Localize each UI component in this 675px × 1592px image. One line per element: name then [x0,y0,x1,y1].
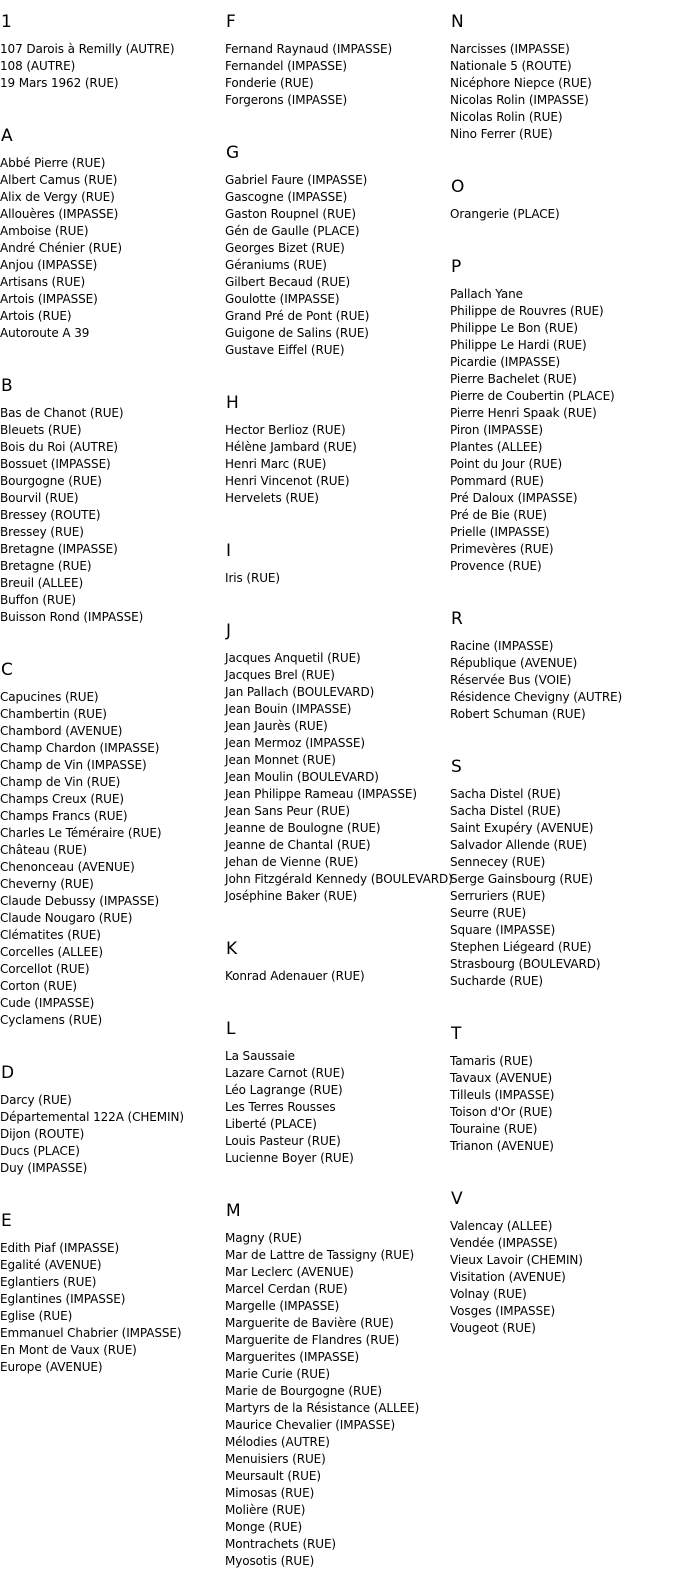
street-entry: Hector Berlioz (RUE) [225,423,346,437]
street-entry: Marcel Cerdan (RUE) [225,1282,348,1296]
street-entry: 107 Darois à Remilly (AUTRE) [0,42,175,56]
street-entry: Jean Monnet (RUE) [225,753,336,767]
street-entry: Nicolas Rolin (RUE) [450,110,563,124]
street-entry: Tamaris (RUE) [450,1054,533,1068]
street-entry: Cheverny (RUE) [0,877,94,891]
street-entry: Gascogne (IMPASSE) [225,190,348,204]
street-entry: Point du Jour (RUE) [450,457,563,471]
section-letter-heading: T [451,1024,462,1044]
street-entry: Lazare Carnot (RUE) [225,1066,345,1080]
street-entry: Sacha Distel (RUE) [450,787,561,801]
section-letter-heading: I [226,541,232,561]
letter-section [0,1210,224,1398]
street-entry: Bois du Roi (AUTRE) [0,440,119,454]
street-entry: Marguerite de Bavière (RUE) [225,1316,394,1330]
section-letter-heading: O [451,177,465,197]
street-entry: Joséphine Baker (RUE) [225,889,358,903]
street-entry: Toison d'Or (RUE) [450,1105,553,1119]
street-entry: Pré Daloux (IMPASSE) [450,491,578,505]
street-entry: Plantes (ALLEE) [450,440,543,454]
street-list [450,1053,674,1155]
letter-section [225,1018,449,1189]
letter-section [225,11,449,131]
street-list [450,206,674,223]
street-entry: Chambord (AVENUE) [0,724,123,738]
street-entry: Corton (RUE) [0,979,77,993]
section-letter-heading: K [226,939,238,959]
street-entry: Capucines (RUE) [0,690,99,704]
street-entry: Forgerons (IMPASSE) [225,93,348,107]
street-entry: Bas de Chanot (RUE) [0,406,124,420]
street-entry: Trianon (AVENUE) [450,1139,554,1153]
street-entry: Breuil (ALLEE) [0,576,84,590]
street-entry: Emmanuel Chabrier (IMPASSE) [0,1326,182,1340]
street-entry: Gilbert Becaud (RUE) [225,275,351,289]
letter-section [225,938,449,1007]
street-list [0,1092,224,1177]
street-entry: Claude Debussy (IMPASSE) [0,894,160,908]
street-entry: Gustave Eiffel (RUE) [225,343,345,357]
street-list [0,1240,224,1376]
letter-section [0,11,224,114]
street-entry: Bressey (ROUTE) [0,508,101,522]
street-entry: Jean Jaurès (RUE) [225,719,328,733]
section-letter-heading: E [1,1211,12,1231]
street-entry: Albert Camus (RUE) [0,173,118,187]
street-entry: Géraniums (RUE) [225,258,327,272]
street-entry: Jean Sans Peur (RUE) [225,804,350,818]
street-list [450,41,674,143]
street-entry: En Mont de Vaux (RUE) [0,1343,137,1357]
street-entry: Cude (IMPASSE) [0,996,95,1010]
street-entry: Champs Francs (RUE) [0,809,128,823]
street-entry: Stephen Liégeard (RUE) [450,940,592,954]
street-entry: Tavaux (AVENUE) [450,1071,553,1085]
street-entry: Gén de Gaulle (PLACE) [225,224,360,238]
street-entry: Abbé Pierre (RUE) [0,156,106,170]
street-entry: Jan Pallach (BOULEVARD) [225,685,375,699]
street-entry: Pierre de Coubertin (PLACE) [450,389,615,403]
street-entry: République (AVENUE) [450,656,578,670]
street-entry: Darcy (RUE) [0,1093,72,1107]
street-entry: Jean Bouin (IMPASSE) [225,702,352,716]
street-entry: Nicolas Rolin (IMPASSE) [450,93,589,107]
street-entry: Iris (RUE) [225,571,280,585]
street-entry: Sucharde (RUE) [450,974,543,988]
street-list [0,689,224,1029]
street-entry: Philippe Le Hardi (RUE) [450,338,587,352]
street-entry: Maurice Chevalier (IMPASSE) [225,1418,396,1432]
street-entry: Vieux Lavoir (CHEMIN) [450,1253,583,1267]
street-entry: Monge (RUE) [225,1520,303,1534]
letter-section [450,176,674,245]
index-column-2 [225,0,453,1592]
street-entry: Egalité (AVENUE) [0,1258,102,1272]
street-list [225,172,449,359]
street-entry: Lucienne Boyer (RUE) [225,1151,354,1165]
street-list [450,286,674,575]
street-entry: Konrad Adenauer (RUE) [225,969,365,983]
section-letter-heading: G [226,143,240,163]
street-entry: Artois (RUE) [0,309,72,323]
street-entry: Pierre Bachelet (RUE) [450,372,577,386]
street-entry: Bourgogne (RUE) [0,474,102,488]
street-entry: Fernand Raynaud (IMPASSE) [225,42,393,56]
street-entry: Sennecey (RUE) [450,855,546,869]
street-entry: Georges Bizet (RUE) [225,241,345,255]
street-entry: Henri Marc (RUE) [225,457,327,471]
street-entry: Corcelles (ALLEE) [0,945,103,959]
letter-section [225,392,449,529]
street-entry: Magny (RUE) [225,1231,302,1245]
street-entry: Margelle (IMPASSE) [225,1299,340,1313]
street-entry: Champ de Vin (RUE) [0,775,121,789]
street-entry: Hélène Jambard (RUE) [225,440,357,454]
street-entry: Fernandel (IMPASSE) [225,59,347,73]
street-entry: Liberté (PLACE) [225,1117,317,1131]
street-entry: Jacques Brel (RUE) [225,668,335,682]
street-entry: Bretagne (RUE) [0,559,92,573]
street-entry: Bossuet (IMPASSE) [0,457,111,471]
street-list [225,650,453,905]
section-letter-heading: 1 [1,12,12,32]
letter-section [0,659,224,1051]
street-entry: Saint Exupéry (AVENUE) [450,821,594,835]
street-entry: Racine (IMPASSE) [450,639,554,653]
section-letter-heading: L [226,1019,236,1039]
street-entry: Piron (IMPASSE) [450,423,543,437]
street-entry: Pallach Yane [450,287,523,301]
letter-section [225,620,453,927]
street-entry: Anjou (IMPASSE) [0,258,98,272]
street-entry: Nino Ferrer (RUE) [450,127,553,141]
street-entry: Buffon (RUE) [0,593,76,607]
street-entry: Tilleuls (IMPASSE) [450,1088,555,1102]
street-entry: Touraine (RUE) [450,1122,538,1136]
street-entry: Mimosas (RUE) [225,1486,315,1500]
section-letter-heading: M [226,1201,241,1221]
street-entry: Martyrs de la Résistance (ALLEE) [225,1401,420,1415]
street-entry: Robert Schuman (RUE) [450,707,586,721]
street-entry: Molière (RUE) [225,1503,306,1517]
index-column-1 [0,0,224,1398]
street-entry: Bressey (RUE) [0,525,84,539]
street-entry: Buisson Rond (IMPASSE) [0,610,144,624]
section-letter-heading: B [1,376,13,396]
street-entry: Pierre Henri Spaak (RUE) [450,406,597,420]
street-list [0,405,224,626]
letter-section [450,756,674,1012]
street-list [0,41,224,92]
letter-section [450,11,674,165]
street-entry: Autoroute A 39 [0,326,90,340]
street-entry: Corcellot (RUE) [0,962,90,976]
street-entry: Chenonceau (AVENUE) [0,860,135,874]
street-entry: Picardie (IMPASSE) [450,355,561,369]
street-list [0,155,224,342]
street-entry: Europe (AVENUE) [0,1360,103,1374]
street-entry: Gabriel Faure (IMPASSE) [225,173,368,187]
street-entry: Marguerites (IMPASSE) [225,1350,360,1364]
letter-section [0,125,224,364]
street-entry: Eglantiers (RUE) [0,1275,97,1289]
letter-section [450,256,674,597]
section-letter-heading: R [451,609,463,629]
street-entry: Salvador Allende (RUE) [450,838,588,852]
index-column-3 [450,0,674,1359]
section-letter-heading: A [1,126,13,146]
street-list [225,41,449,109]
street-entry: Mar de Lattre de Tassigny (RUE) [225,1248,415,1262]
street-entry: Orangerie (PLACE) [450,207,560,221]
street-entry: Serruriers (RUE) [450,889,546,903]
street-entry: 19 Mars 1962 (RUE) [0,76,119,90]
street-entry: Volnay (RUE) [450,1287,527,1301]
street-entry: Menuisiers (RUE) [225,1452,326,1466]
letter-section [225,1200,449,1592]
street-entry: Artisans (RUE) [0,275,86,289]
street-entry: Château (RUE) [0,843,87,857]
street-entry: Bleuets (RUE) [0,423,82,437]
letter-section [0,1062,224,1199]
street-entry: Ducs (PLACE) [0,1144,80,1158]
street-list [225,968,449,985]
letter-section [450,1023,674,1177]
street-entry: Square (IMPASSE) [450,923,556,937]
street-entry: Eglantines (IMPASSE) [0,1292,126,1306]
street-entry: Jean Philippe Rameau (IMPASSE) [225,787,417,801]
street-entry: Jacques Anquetil (RUE) [225,651,361,665]
street-entry: Réservée Bus (VOIE) [450,673,572,687]
street-entry: Bourvil (RUE) [0,491,79,505]
street-entry: Charles Le Téméraire (RUE) [0,826,162,840]
street-entry: Sacha Distel (RUE) [450,804,561,818]
street-entry: Vougeot (RUE) [450,1321,536,1335]
street-entry: Primevères (RUE) [450,542,554,556]
street-entry: Valencay (ALLEE) [450,1219,553,1233]
street-entry: Cyclamens (RUE) [0,1013,103,1027]
street-entry: Vendée (IMPASSE) [450,1236,558,1250]
street-entry: Grand Pré de Pont (RUE) [225,309,370,323]
street-entry: Philippe de Rouvres (RUE) [450,304,604,318]
street-entry: Jeanne de Boulogne (RUE) [225,821,381,835]
street-entry: Mélodies (AUTRE) [225,1435,330,1449]
street-entry: Départemental 122A (CHEMIN) [0,1110,184,1124]
street-entry: Champs Creux (RUE) [0,792,124,806]
letter-section [225,540,449,609]
section-letter-heading: S [451,757,462,777]
street-entry: Louis Pasteur (RUE) [225,1134,341,1148]
street-entry: Artois (IMPASSE) [0,292,98,306]
street-entry: Hervelets (RUE) [225,491,319,505]
street-entry: Pré de Bie (RUE) [450,508,547,522]
section-letter-heading: D [1,1063,15,1083]
section-letter-heading: H [226,393,239,413]
street-entry: Nicéphore Niepce (RUE) [450,76,592,90]
street-entry: Les Terres Rousses [225,1100,336,1114]
street-entry: Eglise (RUE) [0,1309,73,1323]
street-list [450,786,674,990]
street-entry: André Chénier (RUE) [0,241,122,255]
letter-section [0,375,224,648]
street-entry: Marie de Bourgogne (RUE) [225,1384,382,1398]
street-entry: Strasbourg (BOULEVARD) [450,957,601,971]
street-entry: 108 (AUTRE) [0,59,76,73]
street-list [225,1048,449,1167]
street-list [450,1218,674,1337]
section-letter-heading: J [226,621,232,641]
street-entry: Meursault (RUE) [225,1469,321,1483]
street-entry: Allouères (IMPASSE) [0,207,119,221]
street-entry: Bretagne (IMPASSE) [0,542,118,556]
street-entry: John Fitzgérald Kennedy (BOULEVARD) [225,872,453,886]
section-letter-heading: F [226,12,236,32]
street-entry: Serge Gainsbourg (RUE) [450,872,593,886]
street-entry: Dijon (ROUTE) [0,1127,85,1141]
street-entry: Goulotte (IMPASSE) [225,292,340,306]
street-list [450,638,674,723]
street-entry: Montrachets (RUE) [225,1537,337,1551]
letter-section [225,142,449,381]
street-entry: Philippe Le Bon (RUE) [450,321,578,335]
street-list [225,570,449,587]
street-entry: Visitation (AVENUE) [450,1270,566,1284]
street-entry: Jeanne de Chantal (RUE) [225,838,371,852]
section-letter-heading: C [1,660,13,680]
section-letter-heading: P [451,257,462,277]
street-entry: Prielle (IMPASSE) [450,525,550,539]
street-list [225,422,449,507]
street-entry: Léo Lagrange (RUE) [225,1083,343,1097]
street-entry: Provence (RUE) [450,559,542,573]
street-entry: Duy (IMPASSE) [0,1161,88,1175]
letter-section [450,608,674,745]
street-entry: Fonderie (RUE) [225,76,314,90]
street-entry: Jehan de Vienne (RUE) [225,855,359,869]
street-entry: Alix de Vergy (RUE) [0,190,115,204]
street-entry: Nationale 5 (ROUTE) [450,59,572,73]
street-entry: Pommard (RUE) [450,474,544,488]
street-entry: Seurre (RUE) [450,906,527,920]
street-entry: Marie Curie (RUE) [225,1367,330,1381]
section-letter-heading: V [451,1189,463,1209]
street-entry: Gaston Roupnel (RUE) [225,207,356,221]
street-entry: Henri Vincenot (RUE) [225,474,350,488]
section-letter-heading: N [451,12,464,32]
letter-section [450,1188,674,1359]
street-entry: Résidence Chevigny (AUTRE) [450,690,623,704]
street-entry: Clématites (RUE) [0,928,101,942]
street-entry: Champ de Vin (IMPASSE) [0,758,147,772]
street-entry: Vosges (IMPASSE) [450,1304,556,1318]
street-entry: Mar Leclerc (AVENUE) [225,1265,354,1279]
street-entry: Narcisses (IMPASSE) [450,42,570,56]
street-entry: Jean Mermoz (IMPASSE) [225,736,365,750]
street-entry: Myosotis (RUE) [225,1554,315,1568]
street-entry: Champ Chardon (IMPASSE) [0,741,160,755]
street-entry: Amboise (RUE) [0,224,89,238]
street-entry: Edith Piaf (IMPASSE) [0,1241,120,1255]
street-list [225,1230,449,1570]
street-entry: Jean Moulin (BOULEVARD) [225,770,379,784]
street-entry: Chambertin (RUE) [0,707,107,721]
street-entry: Marguerite de Flandres (RUE) [225,1333,400,1347]
street-entry: La Saussaie [225,1049,295,1063]
street-entry: Guigone de Salins (RUE) [225,326,369,340]
street-entry: Claude Nougaro (RUE) [0,911,133,925]
